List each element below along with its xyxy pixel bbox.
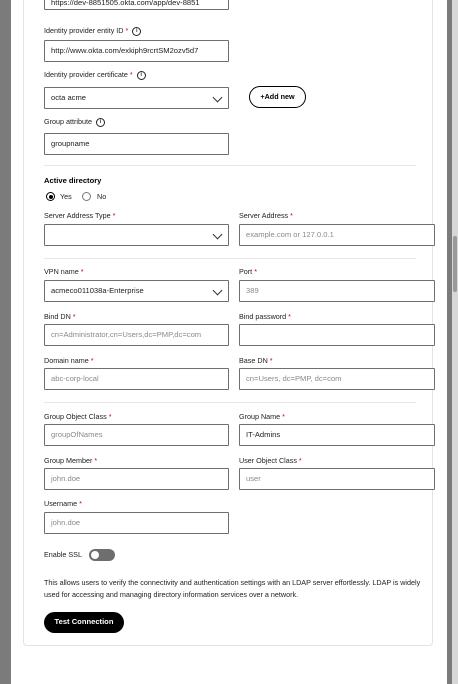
- active-directory-yes-label[interactable]: Yes: [60, 192, 72, 201]
- active-directory-title: Active directory: [44, 176, 102, 185]
- idp-certificate-select[interactable]: [44, 87, 229, 109]
- required-marker: *: [129, 70, 133, 79]
- group-member-label-text: Group Member: [44, 456, 93, 465]
- ldap-settings-modal: [11, 0, 447, 684]
- info-icon[interactable]: i: [137, 71, 146, 80]
- required-marker: *: [94, 456, 98, 465]
- chevron-down-icon: [213, 93, 223, 103]
- bind-dn-label: [44, 312, 76, 321]
- base-dn-label-text: Base DN: [239, 356, 268, 365]
- vpn-name-value: acmeco011038a-Enterprise: [51, 286, 144, 295]
- group-attribute-label-text: Group attribute: [44, 117, 92, 126]
- required-marker: *: [290, 211, 293, 220]
- server-address-type-label: [44, 211, 115, 220]
- port-label-text: Port: [239, 267, 253, 276]
- section-divider: [44, 402, 416, 403]
- bind-dn-input[interactable]: cn=Administrator,cn=Users,dc=PMP,dc=com: [44, 324, 229, 346]
- idp-certificate-label-text: Identity provider certificate: [44, 70, 128, 79]
- idp-certificate-value: octa acme: [51, 93, 87, 102]
- enable-ssl-toggle[interactable]: [89, 549, 115, 561]
- required-marker: *: [288, 312, 291, 321]
- scrollbar-thumb[interactable]: [453, 236, 457, 292]
- chevron-down-icon: [213, 286, 223, 296]
- group-attribute-label: [44, 117, 105, 127]
- required-marker: *: [90, 356, 94, 365]
- username-input[interactable]: john.doe: [44, 512, 229, 534]
- info-icon[interactable]: i: [96, 118, 105, 127]
- user-object-class-label-text: User Object Class: [239, 456, 297, 465]
- add-new-certificate-button[interactable]: +Add new: [249, 86, 306, 108]
- info-icon[interactable]: i: [132, 27, 141, 36]
- idp-entity-id-label-text: Identity provider entity ID: [44, 26, 124, 35]
- idp-certificate-label: [44, 70, 146, 80]
- port-label: [239, 267, 257, 276]
- group-name-input[interactable]: IT-Admins: [239, 424, 435, 446]
- vpn-name-label-text: VPN name: [44, 267, 79, 276]
- group-attribute-input[interactable]: groupname: [44, 133, 229, 155]
- base-dn-label: [239, 356, 273, 365]
- group-name-label: [239, 412, 285, 421]
- group-member-input[interactable]: john.doe: [44, 468, 229, 490]
- idp-sso-url-input[interactable]: https://dev-8851505.okta.com/app/dev-8851: [44, 0, 229, 10]
- group-object-class-label-text: Group Object Class: [44, 412, 107, 421]
- group-name-label-text: Group Name: [239, 412, 281, 421]
- required-marker: *: [112, 211, 116, 220]
- active-directory-no-label[interactable]: No: [97, 192, 107, 201]
- required-marker: *: [254, 267, 257, 276]
- required-marker: *: [125, 26, 129, 35]
- vpn-name-select[interactable]: [44, 280, 229, 302]
- settings-card: [23, 0, 433, 646]
- required-marker: *: [298, 456, 302, 465]
- domain-name-label-text: Domain name: [44, 356, 89, 365]
- username-label-text: Username: [44, 499, 78, 508]
- username-label: [44, 499, 82, 508]
- idp-entity-id-label: [44, 26, 141, 36]
- port-input[interactable]: 389: [239, 280, 435, 302]
- base-dn-input[interactable]: cn=Users, dc=PMP, dc=com: [239, 368, 435, 390]
- toggle-knob: [91, 551, 99, 559]
- server-address-type-label-text: Server Address Type: [44, 211, 111, 220]
- section-divider: [44, 165, 416, 166]
- server-address-label: [239, 211, 293, 220]
- required-marker: *: [72, 312, 76, 321]
- page-scrollbar[interactable]: [452, 0, 458, 684]
- group-object-class-input[interactable]: groupOfNames: [44, 424, 229, 446]
- bind-dn-label-text: Bind DN: [44, 312, 71, 321]
- chevron-down-icon: [213, 230, 223, 240]
- domain-name-label: [44, 356, 94, 365]
- required-marker: *: [80, 267, 84, 276]
- user-object-class-input[interactable]: user: [239, 468, 435, 490]
- bind-password-input[interactable]: [239, 324, 435, 346]
- active-directory-no-radio[interactable]: [82, 192, 91, 201]
- section-divider: [44, 258, 416, 259]
- user-object-class-label: [239, 456, 302, 465]
- bind-password-label: [239, 312, 291, 321]
- server-address-type-select[interactable]: [44, 224, 229, 246]
- vpn-name-label: [44, 267, 84, 276]
- enable-ssl-label: Enable SSL: [44, 550, 82, 559]
- test-connection-button[interactable]: Test Connection: [44, 612, 124, 633]
- required-marker: *: [108, 412, 112, 421]
- server-address-label-text: Server Address: [239, 211, 289, 220]
- domain-name-input[interactable]: abc-corp-local: [44, 368, 229, 390]
- required-marker: *: [79, 499, 82, 508]
- active-directory-yes-radio[interactable]: [46, 192, 55, 201]
- bind-password-label-text: Bind password: [239, 312, 287, 321]
- group-member-label: [44, 456, 97, 465]
- ldap-description: This allows users to verify the connectivity and authentication settings with an LDAP server effortlessly. LDAP is widely used for accessing and managing directory information services over a network.: [44, 578, 421, 599]
- required-marker: *: [282, 412, 285, 421]
- required-marker: *: [269, 356, 273, 365]
- idp-entity-id-input[interactable]: http://www.okta.com/exkiph9rcrtSM2ozv5d7: [44, 40, 229, 62]
- group-object-class-label: [44, 412, 112, 421]
- server-address-input[interactable]: example.com or 127.0.0.1: [239, 224, 435, 246]
